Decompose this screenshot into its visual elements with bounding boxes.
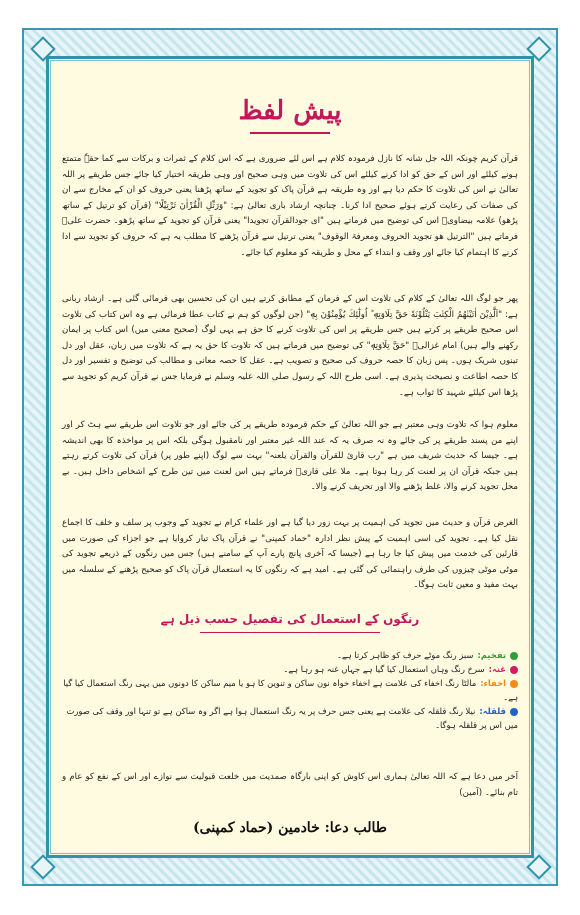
legend-term: غنہ: — [488, 664, 506, 674]
paragraph-2: پھر جو لوگ اللہ تعالیٰ کے کلام کی تلاوت اس کے فرمان کے مطابق کرتے ہیں ان کی تحسین بھی فرمائی گئی ہے۔ ارشاد ربانی ہے: "اَلَّذِيْنَ اٰتَيْنٰهُمُ الْكِتٰبَ يَتْلُوْنَهٗ حَقَّ تِلَاوَتِهٖ ؕ اُولٰٓئِكَ يُؤْمِنُوْنَ بِهٖ" (جن لوگوں کو ہم نے کتاب عطا فرمائی ہے وہ اس کتاب کی تلاوت اس صحیح طریقے پر کرتے ہیں جس طریقے پر اس کی تلاوت کرنے کا حق ہے یہی لوگ (صحیح معنی میں) اس کتاب پر ایمان رکھنے والے ہیں) امام غزالیؒ "حَقَّ تِلَاوَتِهٖ" کی توضیح میں فرماتے ہیں کہ تلاوت کا حق یہ ہے کہ تلاوت میں زبان، عقل اور دل تینوں شریک ہوں۔ پس زبان کا حصہ حروف کی صحیح و تصویب ہے۔ عقل کا حصہ معانی و مطالب کی توضیح و تفسیر اور دل کا حصہ اطاعت و نصیحت پذیری ہے۔ اسی طرح اللہ کے رسول صلی اللہ علیہ وسلم نے فرمایا جس نے قرآن کریم کو تجوید سے پڑھا اس کیلئے شہید کا ثواب ہے۔ — [62, 294, 518, 398]
legend-text: نیلا رنگ قلقلہ کی علامت ہے یعنی جس حرف پر یہ رنگ استعمال ہوا ہے اگر وہ ساکن ہے تو تنہا اور وقف کی صورت میں اس پر قلقلہ ہوگا۔ — [66, 706, 518, 730]
green-dot-icon — [510, 652, 518, 660]
closing-prayer: آخر میں دعا ہے کہ اللہ تعالیٰ ہماری اس کاوش کو اپنی بارگاہ صمدیت میں خلعت قبولیت سے نوازے اور اس کے نفع کو عام و تام بنائے۔ (آمین) — [62, 772, 518, 798]
legend-term: تفخیم: — [477, 650, 506, 660]
legend-text: سبز رنگ موٹے حرف کو ظاہر کرتا ہے۔ — [336, 650, 474, 660]
signature: طالب دعا: خادمین (حماد کمپنی) — [193, 820, 387, 836]
legend-text: مالٹا رنگ اخفاء کی علامت ہے اخفاء خواہ نون ساکن و تنوین کا ہو یا میم ساکن کا دونوں میں یہی رنگ استعمال کیا گیا ہے۔ — [63, 678, 518, 702]
legend-term: اخفاء: — [480, 678, 506, 688]
page-title: پیش لفظ — [238, 96, 342, 126]
heading-underline — [200, 632, 380, 633]
orange-dot-icon — [510, 680, 518, 688]
title-underline — [250, 132, 330, 134]
legend-term: قلقلہ: — [479, 706, 506, 716]
red-dot-icon — [510, 666, 518, 674]
legend-item-tafkheem — [62, 648, 518, 662]
color-legend-heading: رنگوں کے استعمال کی تفصیل حسب ذیل ہے — [160, 612, 420, 626]
paragraph-3: معلوم ہوا کہ تلاوت وہی معتبر ہے جو اللہ تعالیٰ کے حکم فرمودہ طریقے پر کی جائے اور جو تلاوت اس طریقے سے ہٹ کر اور اپنے من پسند طریقے پر کی جائے وہ نہ صرف یہ کہ عند اللہ غیر معتبر اور نامقبول ہوگی بلکہ اس پر مواخذہ کا بھی اندیشہ ہے۔ جیسا کہ حدیث شریف میں ہے "رب قارئ للقرآن والقرآن یلعنہ" بہت سے لوگ (اپنے طور پر) قرآن کی تلاوت کرتے رہتے ہیں جبکہ قرآن ان پر لعنت کر رہا ہوتا ہے۔ ملا علی قاریؒ فرماتے ہیں اس لعنت میں تین طرح کے اشخاص داخل ہیں۔ بے محل تجوید کرنے والا، غلط پڑھنے والا اور تحریف کرنے والا۔ — [62, 420, 518, 493]
legend-item-ghunna — [62, 662, 518, 676]
blue-dot-icon — [510, 708, 518, 716]
paragraph-4: الغرض قرآن و حدیث میں تجوید کی اہمیت پر بہت زور دیا گیا ہے اور علماء کرام نے تجوید کے وجوب پر سلف و خلف کا اجماع نقل کیا ہے۔ تجوید کی اسی اہمیت کے پیش نظر ادارہ "حماد کمپنی" نے قرآن پاک تیار کروایا ہے جو اجزاء کی صورت میں قارئین کی خدمت میں پیش کیا جا رہا ہے (جیسا کہ آخری پانچ پارے آپ کے سامنے ہیں) جس میں رنگوں کے ذریعے تجوید کی موٹی موٹی چیزوں کی طرف راہنمائی کی گئی ہے۔ امید ہے کہ رنگوں کا یہ استعمال قرآن پاک کو صحیح پڑھنے کے سلسلہ میں بہت مفید و معین ثابت ہوگا۔ — [62, 518, 518, 591]
legend-text: سرخ رنگ وہاں استعمال کیا گیا ہے جہاں غنہ ہو رہا ہے۔ — [283, 664, 485, 674]
color-legend — [62, 648, 518, 732]
legend-item-qalqala — [62, 704, 518, 732]
legend-item-ikhfa — [62, 676, 518, 704]
paragraph-1: قرآن کریم چونکہ اللہ جل شانہ کا نازل فرمودہ کلام ہے اس لئے ضروری ہے کہ اس کلام کے ثمرات و برکات سے کما حقہٗ متمتع ہونے کیلئے اور اس کے حق کو ادا کرنے کیلئے اس کی تلاوت میں وہی صحیح اور وہی طریقہ اختیار کیا جائے جس طریقے پر اللہ تعالیٰ نے اس کی تلاوت کا حکم دیا ہے اور وہ طریقہ ہے قرآن پاک کو تجوید کے ساتھ پڑھنا یعنی حروف کو ان کے مخارج سے ان کی صفات کی رعایت کرتے ہوئے صحیح ادا کرنا۔ چنانچہ ارشاد باری تعالیٰ ہے: "وَرَتِّلِ الْقُرْاٰنَ تَرْتِيْلًا" (قرآن کو ترتیل کے ساتھ پڑھو) علامہ بیضاویؒ اس کی توضیح میں فرماتے ہیں "ای جودالقرآن تجویدا" یعنی قرآن کو تجوید کے ساتھ پڑھو۔ حضرت علیؓ فرماتے ہیں "الترتیل ھو تجوید الحروف ومعرفۃ الوقوف" یعنی ترتیل سے قرآن پڑھنے کا مطلب یہ ہے کہ حروف کو تجوید سے ادا کرنے کا اہتمام کیا جائے اور وقف و ابتداء کے محل و طریقہ کو معلوم کیا جائے۔ — [62, 154, 518, 258]
